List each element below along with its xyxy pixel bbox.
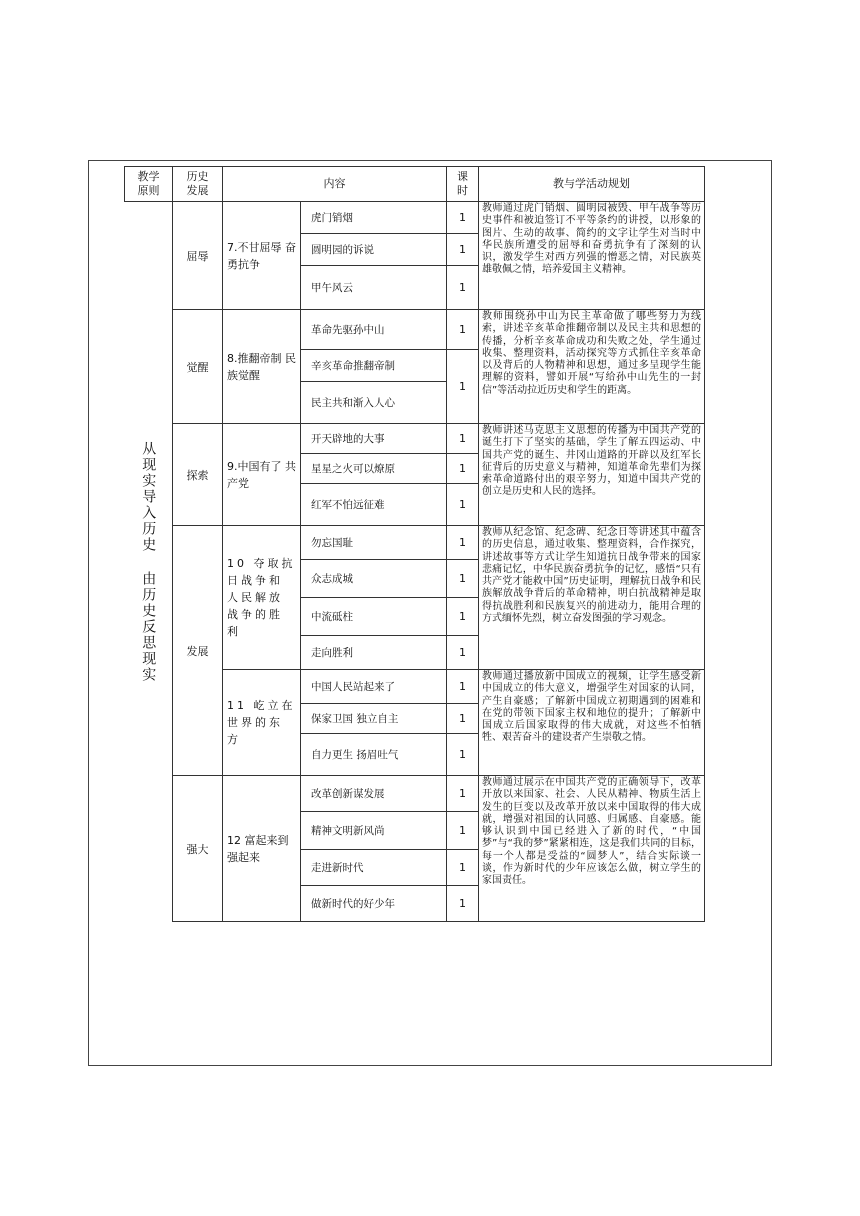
topic-cell: 自力更生 扬眉吐气 — [301, 734, 447, 776]
header-hours: 课 时 — [447, 167, 479, 202]
topic-cell: 精神文明新风尚 — [301, 812, 447, 850]
hours-cell: 1 — [447, 776, 479, 812]
hours-cell: 1 — [447, 202, 479, 234]
hours-cell: 1 — [447, 310, 479, 350]
unit-cell: 11 屹立在世界的东方 — [223, 670, 301, 776]
topic-cell: 辛亥革命推翻帝制 — [301, 350, 447, 382]
unit-cell: 7.不甘屈辱 奋勇抗争 — [223, 202, 301, 310]
topic-cell: 开天辟地的大事 — [301, 424, 447, 454]
topic-cell: 虎门销烟 — [301, 202, 447, 234]
hours-cell: 1 — [447, 636, 479, 670]
table-row — [125, 424, 705, 454]
hours-cell: 1 — [447, 266, 479, 310]
plan-cell: 教师通过展示在中国共产党的正确领导下，改革开放以来国家、社会、人民从精神、物质生活上发生的巨变以及改革开放以来中国取得的伟大成就，增强对祖国的认同感、归属感、自豪感。能够认识到中国已经进入了新的时代，“中国梦”与“我的梦”紧紧相连，这是我们共同的目标，每一个人都是受益的“圆梦人”，结合实际谈一谈，作为新时代的少年应该怎么做，树立学生的家国责任。 — [479, 776, 705, 922]
hours-cell: 1 — [447, 812, 479, 850]
topic-cell: 走向胜利 — [301, 636, 447, 670]
plan-cell: 教师通过播放新中国成立的视频，让学生感受新中国成立的伟大意义，增强学生对国家的认同，产生自豪感；了解新中国成立初期遇到的困难和在党的带领下国家主权和地位的提升；了解新中国成立后国家取得的伟大成就，对这些不怕牺牲、艰苦奋斗的建设者产生崇敬之情。 — [479, 670, 705, 776]
topic-cell: 圆明园的诉说 — [301, 234, 447, 266]
topic-cell: 革命先驱孙中山 — [301, 310, 447, 350]
hours-cell: 1 — [447, 850, 479, 886]
table-row — [125, 526, 705, 560]
hours-cell: 1 — [447, 424, 479, 454]
unit-cell: 9.中国有了 共产党 — [223, 424, 301, 526]
table-row — [125, 202, 705, 234]
hours-cell: 1 — [447, 886, 479, 922]
plan-cell: 教师围绕孙中山为民主革命做了哪些努力为线索，讲述辛亥革命推翻帝制以及民主共和思想的传播，分析辛亥革命成功和失败之处，学生通过收集、整理资料，活动探究等方式抓住辛亥革命以及背后的人物精神和思想，通过多呈现学生能理解的资料，譬如开展“写给孙中山先生的一封信”等活动拉近历史和学生的距离。 — [479, 310, 705, 424]
topic-cell: 红军不怕远征难 — [301, 484, 447, 526]
hours-cell: 1 — [447, 484, 479, 526]
table-row — [125, 310, 705, 350]
hours-cell: 1 — [447, 454, 479, 484]
hours-cell: 1 — [447, 598, 479, 636]
topic-cell: 甲午风云 — [301, 266, 447, 310]
stage-cell: 发展 — [173, 526, 223, 776]
topic-cell: 走进新时代 — [301, 850, 447, 886]
header-principle: 教学 原则 — [125, 167, 173, 202]
hours-cell: 1 — [447, 350, 479, 424]
principle-cell — [125, 202, 173, 922]
unit-cell: 8.推翻帝制 民族觉醒 — [223, 310, 301, 424]
teaching-plan-table — [124, 166, 705, 922]
table-row — [125, 776, 705, 812]
topic-cell: 中流砥柱 — [301, 598, 447, 636]
plan-cell: 教师通过虎门销烟、圆明园被毁、甲午战争等历史事件和被迫签订不平等条约的讲授，以形象的图片、生动的故事、简约的文字让学生对当时中华民族所遭受的屈辱和奋勇抗争有了深刻的认识，激发学生对西方列强的憎恶之情，对民族英雄敬佩之情，培养爱国主义精神。 — [479, 202, 705, 310]
topic-cell: 保家卫国 独立自主 — [301, 704, 447, 734]
stage-cell: 探索 — [173, 424, 223, 526]
hours-cell: 1 — [447, 560, 479, 598]
plan-cell: 教师讲述马克思主义思想的传播为中国共产党的诞生打下了坚实的基础，学生了解五四运动、中国共产党的诞生、井冈山道路的开辟以及红军长征背后的历史意义与精神，知道革命先辈们为探索革命道路付出的艰辛努力，知道中国共产党的创立是历史和人民的选择。 — [479, 424, 705, 526]
stage-cell: 屈辱 — [173, 202, 223, 310]
hours-cell: 1 — [447, 234, 479, 266]
hours-cell: 1 — [447, 526, 479, 560]
header-content: 内容 — [223, 167, 447, 202]
header-row — [125, 167, 705, 202]
topic-cell: 做新时代的好少年 — [301, 886, 447, 922]
hours-cell: 1 — [447, 704, 479, 734]
stage-cell: 觉醒 — [173, 310, 223, 424]
principle-text: 从现实导入历史 由历史反思现实 — [140, 440, 157, 683]
topic-cell: 民主共和渐入人心 — [301, 382, 447, 424]
stage-cell: 强大 — [173, 776, 223, 922]
unit-cell: 10 夺取抗日战争和人民解放战争的胜利 — [223, 526, 301, 670]
topic-cell: 改革创新谋发展 — [301, 776, 447, 812]
topic-cell: 勿忘国耻 — [301, 526, 447, 560]
hours-cell: 1 — [447, 734, 479, 776]
header-plan: 教与学活动规划 — [479, 167, 705, 202]
hours-cell: 1 — [447, 670, 479, 704]
plan-cell: 教师从纪念馆、纪念碑、纪念日等讲述其中蕴含的历史信息，通过收集、整理资料，合作探究，讲述故事等方式让学生知道抗日战争带来的国家悲痛记忆，中华民族奋勇抗争的记忆，感悟“只有共产党才能救中国”历史证明，理解抗日战争和民族解放战争背后的革命精神，明白抗战精神是取得抗战胜利和民族复兴的前进动力，能用合理的方式缅怀先烈，树立奋发图强的学习观念。 — [479, 526, 705, 670]
topic-cell: 星星之火可以燎原 — [301, 454, 447, 484]
header-stage: 历史 发展 — [173, 167, 223, 202]
unit-cell: 12 富起来到强起来 — [223, 776, 301, 922]
topic-cell: 中国人民站起来了 — [301, 670, 447, 704]
topic-cell: 众志成城 — [301, 560, 447, 598]
